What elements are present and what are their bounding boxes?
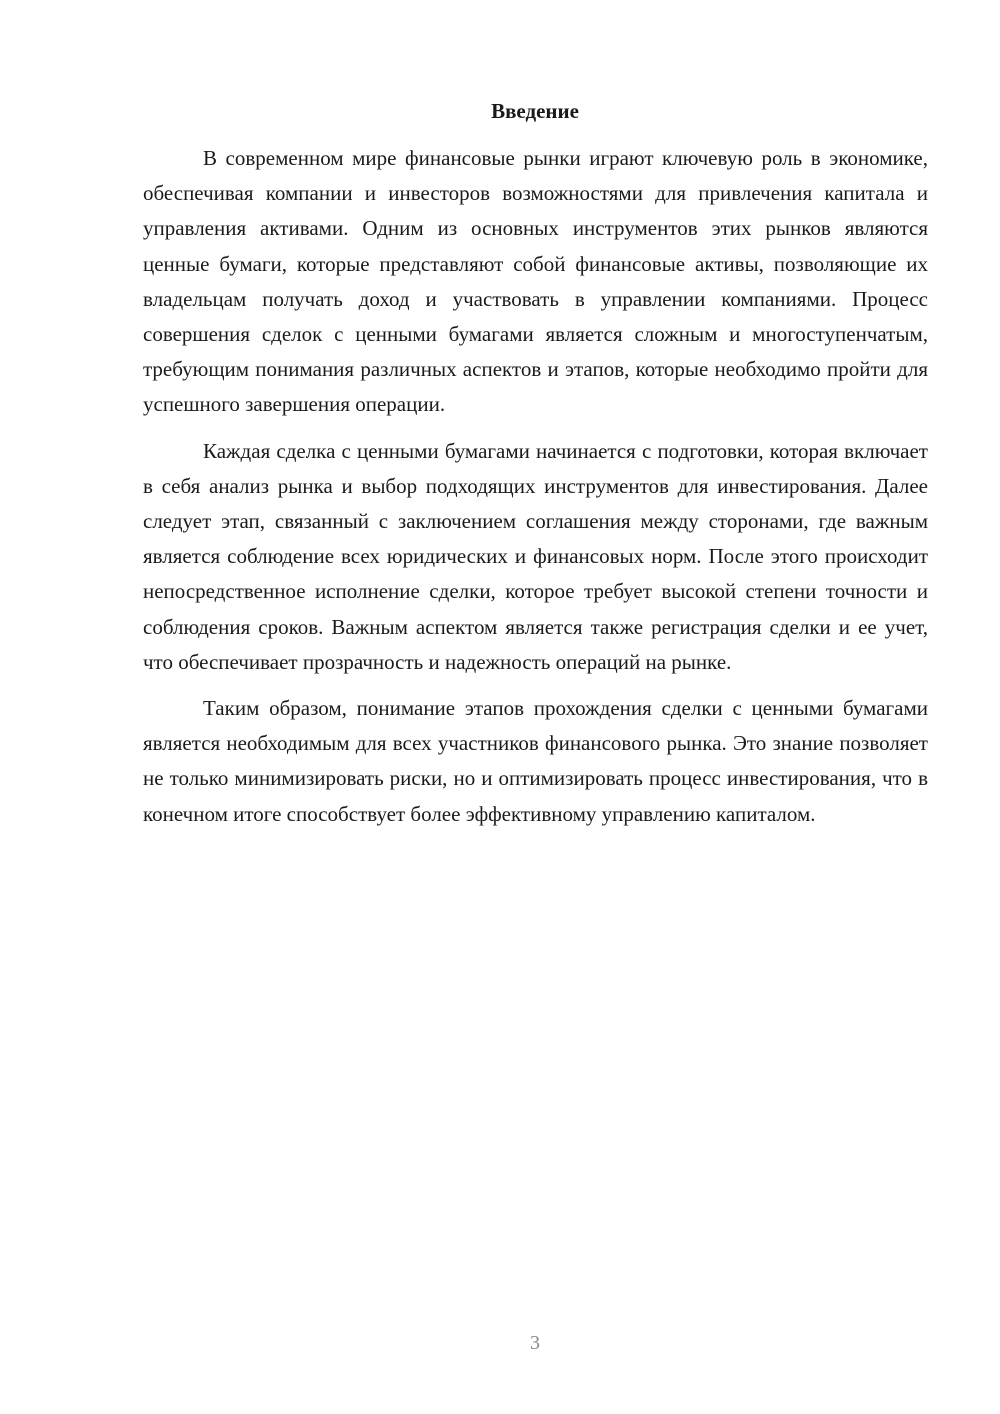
paragraph-3: Таким образом, понимание этапов прохождения сделки с ценными бумагами является необходимым для всех участников финансового рынка. Это знание позволяет не только минимизировать риски, но и оптимизировать процесс инвестирования, что в конечном итоге способствует более эффективному управлению капиталом. xyxy=(143,696,928,826)
paragraph-2: Каждая сделка с ценными бумагами начинается с подготовки, которая включает в себя анализ рынка и выбор подходящих инструментов для инвестирования. Далее следует этап, связанный с заключением соглашения между сторонами, где важным является соблюдение всех юридических и финансовых норм. После этого происходит непосредственное исполнение сделки, которое требует высокой степени точности и соблюдения сроков. Важным аспектом является также регистрация сделки и ее учет, что обеспечивает прозрачность и надежность операций на рынке. xyxy=(143,438,928,674)
page-title: Введение xyxy=(491,99,579,123)
paragraph-1: В современном мире финансовые рынки играют ключевую роль в экономике, обеспечивая компании и инвесторов возможностями для привлечения капитала и управления активами. Одним из основных инструментов этих рынков являются ценные бумаги, которые представляют собой финансовые активы, позволяющие их владельцам получать доход и участвовать в управлении компаниями. Процесс совершения сделок с ценными бумагами является сложным и многоступенчатым, требующим понимания различных аспектов и этапов, которые необходимо пройти для успешного завершения операции. xyxy=(143,146,928,417)
document-body xyxy=(143,141,928,832)
page-number: 3 xyxy=(530,1332,540,1354)
